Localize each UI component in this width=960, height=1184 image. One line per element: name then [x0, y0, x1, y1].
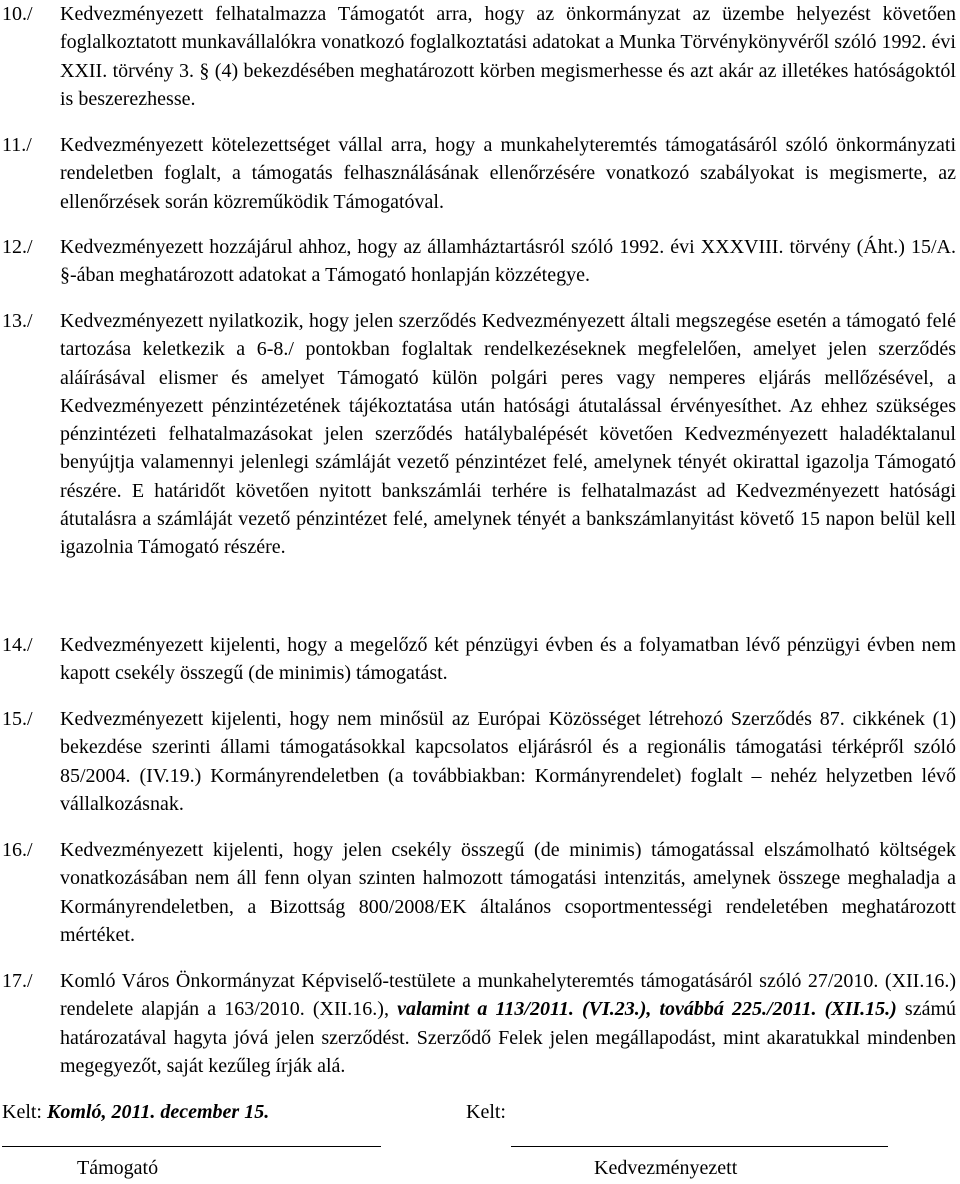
paragraph-text: [60, 967, 956, 1080]
signature-line-left: [2, 1146, 381, 1147]
date-block-left: [2, 1098, 269, 1126]
paragraph-number: 15./: [2, 708, 33, 730]
paragraph-number: 17./: [2, 970, 33, 992]
paragraph-number: 10./: [2, 3, 33, 25]
paragraph-number: 11./: [2, 134, 32, 156]
signature-label-supporter: Támogató: [77, 1157, 159, 1179]
paragraph-text: Kedvezményezett hozzájárul ahhoz, hogy az államháztartásról szóló 1992. évi XXXVIII. törvény (Áht.) 15/A. §-ában meghatározott adatokat a Támogató honlapján közzétegye.: [60, 236, 956, 287]
date-label-right: Kelt:: [466, 1101, 506, 1123]
paragraph-11: [0, 131, 960, 216]
signature-line-right: [511, 1146, 888, 1147]
paragraph-12: [0, 233, 960, 290]
paragraph-text: Kedvezményezett nyilatkozik, hogy jelen szerződés Kedvezményezett általi megszegése esetén a támogató felé tartozása keletkezik a 6-8./ pontokban foglaltak rendelkezéseknek megfelelően, amelyet jelen szerződés aláírásával elismer és amelyet Támogató külön polgári peres vagy nemperes eljárás mellőzésével, a Kedvezményezett pénzintézetének tájékoztatása után hatósági átutalással érvényesíthet. Az ehhez szükséges pénzintézeti felhatalmazásokat jelen szerződés hatálybalépését követően Kedvezményezett haladéktalanul benyújtja valamennyi jelenlegi számláját vezető pénzintézet felé, amelynek tényét okirattal igazolja Támogató részére. E határidőt követően nyitott bankszámlái terhére is felhatalmazást ad Kedvezményezett hatósági átutalásra a számláját vezető pénzintézet felé, amelynek tényét a bankszámlanyitást követő 15 napon belül kell igazolnia Támogató részére.: [60, 310, 956, 559]
date-label-left: Kelt:: [2, 1101, 42, 1123]
paragraph-15: [0, 705, 960, 818]
paragraph-17: [0, 967, 960, 1080]
signature-label-beneficiary: Kedvezményezett: [594, 1157, 738, 1179]
paragraph-number: 12./: [2, 236, 33, 258]
paragraph-14: [0, 631, 960, 688]
paragraph-text-start: Komló Város Önkormányzat Képviselő-testülete a munkahelyteremtés támogatásáról szóló 27/2010. (XII.16.) rendelete alapján a 163/2010. (XII.16.),: [60, 970, 956, 1021]
paragraph-number: 16./: [2, 839, 33, 861]
paragraph-10: [0, 0, 960, 113]
paragraph-number: 14./: [2, 634, 33, 656]
paragraph-text: Kedvezményezett kötelezettséget vállal arra, hogy a munkahelyteremtés támogatásáról szóló önkormányzati rendeletben foglalt, a támogatás felhasználásának ellenőrzésére vonatkozó szabályokat is megismerte, az ellenőrzések során közreműködik Támogatóval.: [60, 134, 956, 213]
paragraph-text: Kedvezményezett felhatalmazza Támogatót arra, hogy az önkormányzat az üzembe helyezést követően foglalkoztatott munkavállalókra vonatkozó foglalkoztatási adatokat a Munka Törvénykönyvéről szóló 1992. évi XXII. törvény 3. § (4) bekezdésében meghatározott körben megismerhesse és azt akár az illetékes hatóságoktól is beszerezhesse.: [60, 3, 956, 110]
paragraph-16: [0, 836, 960, 949]
paragraph-13: [0, 307, 960, 562]
paragraph-text-end: számú határozatával hagyta jóvá jelen szerződést. Szerződő Felek jelen megállapodást, mint akaratukkal mindenben megegyezőt, saját kezűleg írják alá.: [60, 998, 957, 1077]
paragraph-text: Kedvezményezett kijelenti, hogy jelen csekély összegű (de minimis) támogatással elszámolható költségek vonatkozásában nem áll fenn olyan szinten halmozott támogatási intenzitás, amelynek összege meghaladja a Kormányrendeletben, a Bizottság 800/2008/EK általános csoportmentességi rendeletében meghatározott mértéket.: [60, 839, 956, 946]
paragraph-text-emphasis: valamint a 113/2011. (VI.23.), továbbá 225./2011. (XII.15.): [397, 998, 897, 1021]
date-value-left: Komló, 2011. december 15.: [47, 1101, 270, 1123]
paragraph-number: 13./: [2, 310, 33, 332]
paragraph-text: Kedvezményezett kijelenti, hogy a megelőző két pénzügyi évben és a folyamatban lévő pénzügyi évben nem kapott csekély összegű (de minimis) támogatást.: [60, 634, 956, 685]
paragraph-text: Kedvezményezett kijelenti, hogy nem minősül az Európai Közösséget létrehozó Szerződés 87. cikkének (1) bekezdése szerinti állami támogatásokkal kapcsolatos eljárásról és a regionális támogatási térképről szóló 85/2004. (IV.19.) Kormányrendeletben (a továbbiakban: Kormányrendelet) foglalt – nehéz helyzetben lévő vállalkozásnak.: [60, 708, 956, 815]
